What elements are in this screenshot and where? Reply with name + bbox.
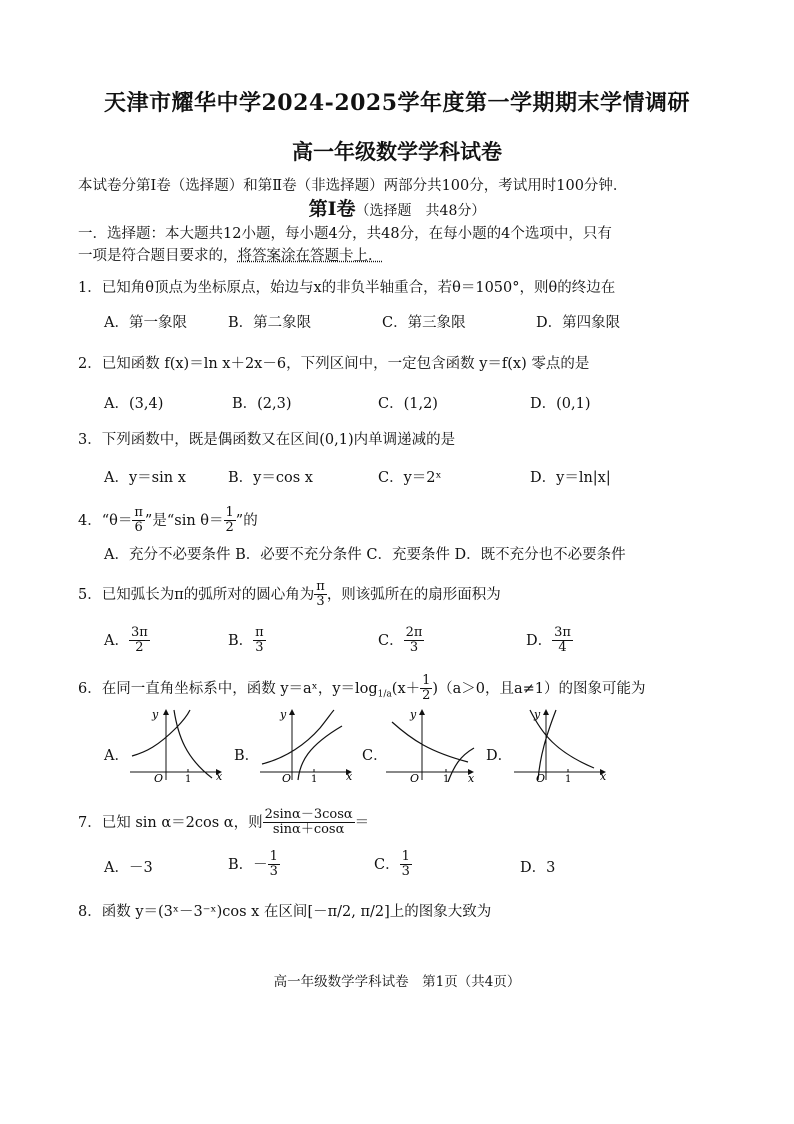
fraction-numerator: 1 (422, 673, 431, 688)
fraction-numerator: 1 (269, 849, 278, 864)
q6-graph-c (382, 706, 482, 782)
fraction-denominator: 2 (135, 640, 144, 656)
option-fraction (552, 626, 573, 656)
q6-label-c: C． (362, 748, 388, 764)
q1-option-c: C．第三象限 (382, 315, 466, 331)
log-curve (538, 710, 556, 780)
fraction-denominator: 2 (422, 688, 431, 704)
exp-curve (132, 710, 190, 756)
origin-label: O (410, 772, 420, 782)
option-fraction (400, 850, 412, 880)
x-label: x (346, 770, 353, 782)
fraction-denominator: 3 (255, 640, 264, 656)
question-6-stem (78, 674, 645, 704)
q1-option-d: D．第四象限 (536, 315, 621, 331)
q7-stem-b: ＝ (354, 814, 370, 831)
fraction-numerator: 3π (130, 625, 148, 640)
option-label: C． (378, 632, 404, 649)
option-fraction (253, 626, 266, 656)
q6-graph-b (256, 706, 356, 782)
q2-option-b: B．(2,3) (232, 396, 292, 412)
q5-stem-b: ，则该弧所在的扇形面积为 (326, 586, 501, 603)
q5-fraction-pi-3 (314, 580, 327, 610)
instructions-text: 一项是符合题目要求的， (78, 248, 238, 264)
page-footer: 高一年级数学学科试卷 第1页（共4页） (273, 974, 521, 990)
q6-graph-d (510, 706, 610, 782)
q5-option-a (104, 626, 150, 656)
tick-label: 1 (185, 774, 192, 782)
option-fraction (129, 626, 150, 656)
q4-stem-b: ”是“sin θ＝ (144, 512, 224, 529)
fraction-numerator: 1 (401, 849, 410, 864)
q3-option-a: A．y＝sin x (104, 470, 186, 486)
y-label: y (280, 708, 287, 721)
tick-label: 1 (311, 774, 318, 782)
y-label: y (152, 708, 159, 721)
fraction-denominator: 6 (134, 520, 143, 536)
fraction-denominator: 3 (316, 594, 325, 610)
q4-options: A．充分不必要条件 B．必要不充分条件 C．充要条件 D．既不充分也不必要条件 (104, 547, 626, 563)
x-label: x (468, 772, 475, 782)
fraction-denominator: 3 (409, 640, 419, 656)
q1-option-b: B．第二象限 (228, 315, 312, 331)
q5-option-c (378, 626, 424, 656)
q6-log-base: 1/a (377, 689, 392, 700)
q5-option-b (228, 626, 266, 656)
fraction-denominator: 4 (558, 640, 567, 656)
instructions-line-1: 一．选择题：本大题共12小题，每小题4分，共48分，在每小题的4个选项中，只有 (78, 226, 612, 242)
exp-curve (262, 710, 334, 764)
origin-label: O (154, 772, 164, 782)
question-1-stem: 1．已知角θ顶点为坐标原点，始边与x的非负半轴重合，若θ＝1050°，则θ的终边在 (78, 280, 616, 296)
q6-label-d: D． (486, 748, 513, 764)
x-label: x (600, 770, 607, 782)
fraction-denominator: 2 (225, 520, 234, 536)
fraction-denominator: 3 (269, 864, 278, 880)
q2-option-d: D．(0,1) (530, 396, 591, 412)
log-curve (174, 710, 212, 778)
q5-option-d (526, 626, 573, 656)
q6-label-b: B． (234, 748, 260, 764)
fraction-numerator: 2π (405, 625, 423, 640)
exam-title: 天津市耀华中学2024-2025学年度第一学期期末学情调研 (103, 90, 691, 116)
option-fraction (404, 626, 425, 656)
q4-stem-a: 4．“θ＝ (78, 512, 133, 529)
option-fraction (268, 850, 280, 880)
q8-interval: [－π/2, π/2] (307, 904, 390, 920)
question-3-stem: 3．下列函数中，既是偶函数又在区间(0,1)内单调递减的是 (78, 432, 456, 448)
q7-stem-a: 7．已知 sin α＝2cos α，则 (78, 814, 263, 831)
q7-option-d: D．3 (520, 860, 556, 876)
q8-stem-a: 8．函数 y＝(3ˣ－3⁻ˣ)cos x 在区间 (78, 904, 308, 920)
question-8-stem (78, 900, 491, 921)
option-label: B．－ (228, 856, 268, 873)
q6-fraction-1-2 (420, 674, 432, 704)
y-label: y (410, 708, 417, 721)
section-heading (0, 194, 794, 221)
exp-curve (392, 722, 468, 762)
fraction-denominator: 3 (401, 864, 410, 880)
tick-label: 1 (443, 774, 450, 782)
instructions-line-2 (78, 244, 383, 265)
q6-graph-a (126, 706, 226, 782)
question-2-stem: 2．已知函数 f(x)＝ln x＋2x－6，下列区间中，一定包含函数 y＝f(x) 零点的是 (78, 356, 590, 372)
fraction-numerator: π (134, 505, 143, 520)
q8-stem-b: 上的图象大致为 (389, 904, 492, 920)
q2-option-c: C．(1,2) (378, 396, 438, 412)
fraction-denominator: sinα＋cosα (272, 822, 345, 838)
section-title: 第Ⅰ卷 (308, 198, 356, 220)
q4-fraction-1-2 (224, 506, 236, 536)
q6-label-a: A． (104, 748, 129, 764)
q7-fraction (263, 808, 355, 838)
fraction-numerator: π (255, 625, 264, 640)
question-5-stem (78, 580, 501, 610)
x-label: x (216, 770, 223, 782)
q7-option-a: A．－3 (104, 860, 153, 876)
fraction-numerator: π (316, 579, 325, 594)
q3-option-d: D．y＝ln|x| (530, 470, 611, 486)
q6-stem-b: (x＋ (391, 680, 421, 697)
y-label: y (534, 708, 541, 721)
y-axis-arrow (163, 709, 169, 715)
instructions-emphasis: 将答案涂在答题卡上． (237, 248, 383, 264)
exam-subtitle: 高一年级数学学科试卷 (292, 139, 502, 164)
fraction-numerator: 2sinα－3cosα (264, 807, 353, 822)
q4-stem-c: ”的 (235, 512, 258, 529)
y-axis-arrow (543, 709, 549, 715)
tick-label: 1 (565, 774, 572, 782)
fraction-numerator: 1 (225, 505, 234, 520)
q3-option-c: C．y＝2ˣ (378, 470, 442, 486)
question-4-stem (78, 506, 258, 536)
q1-option-a: A．第一象限 (104, 315, 187, 331)
y-axis-arrow (419, 709, 425, 715)
fraction-numerator: 3π (554, 625, 571, 640)
q6-stem-c: )（a＞0，且a≠1）的图象可能为 (432, 680, 646, 697)
origin-label: O (536, 772, 546, 782)
q6-log: y＝log (332, 680, 378, 697)
question-7-stem (78, 808, 369, 838)
option-label: C． (374, 856, 400, 873)
option-label: D． (526, 632, 553, 649)
q7-option-b (228, 850, 280, 880)
option-label: B． (228, 632, 254, 649)
q6-stem-a: 6．在同一直角坐标系中，函数 y＝aˣ， (78, 680, 333, 697)
q2-option-a: A．(3,4) (104, 396, 164, 412)
q4-fraction-pi-6 (132, 506, 145, 536)
origin-label: O (282, 772, 292, 782)
y-axis-arrow (289, 709, 295, 715)
option-label: A． (104, 632, 129, 649)
q7-option-c (374, 850, 412, 880)
exam-intro: 本试卷分第Ⅰ卷（选择题）和第Ⅱ卷（非选择题）两部分共100分，考试用时100分钟． (78, 178, 628, 194)
q5-stem-a: 5．已知弧长为π的弧所对的圆心角为 (78, 586, 315, 603)
q3-option-b: B．y＝cos x (228, 470, 313, 486)
section-note: （选择题 共48分） (355, 203, 486, 219)
